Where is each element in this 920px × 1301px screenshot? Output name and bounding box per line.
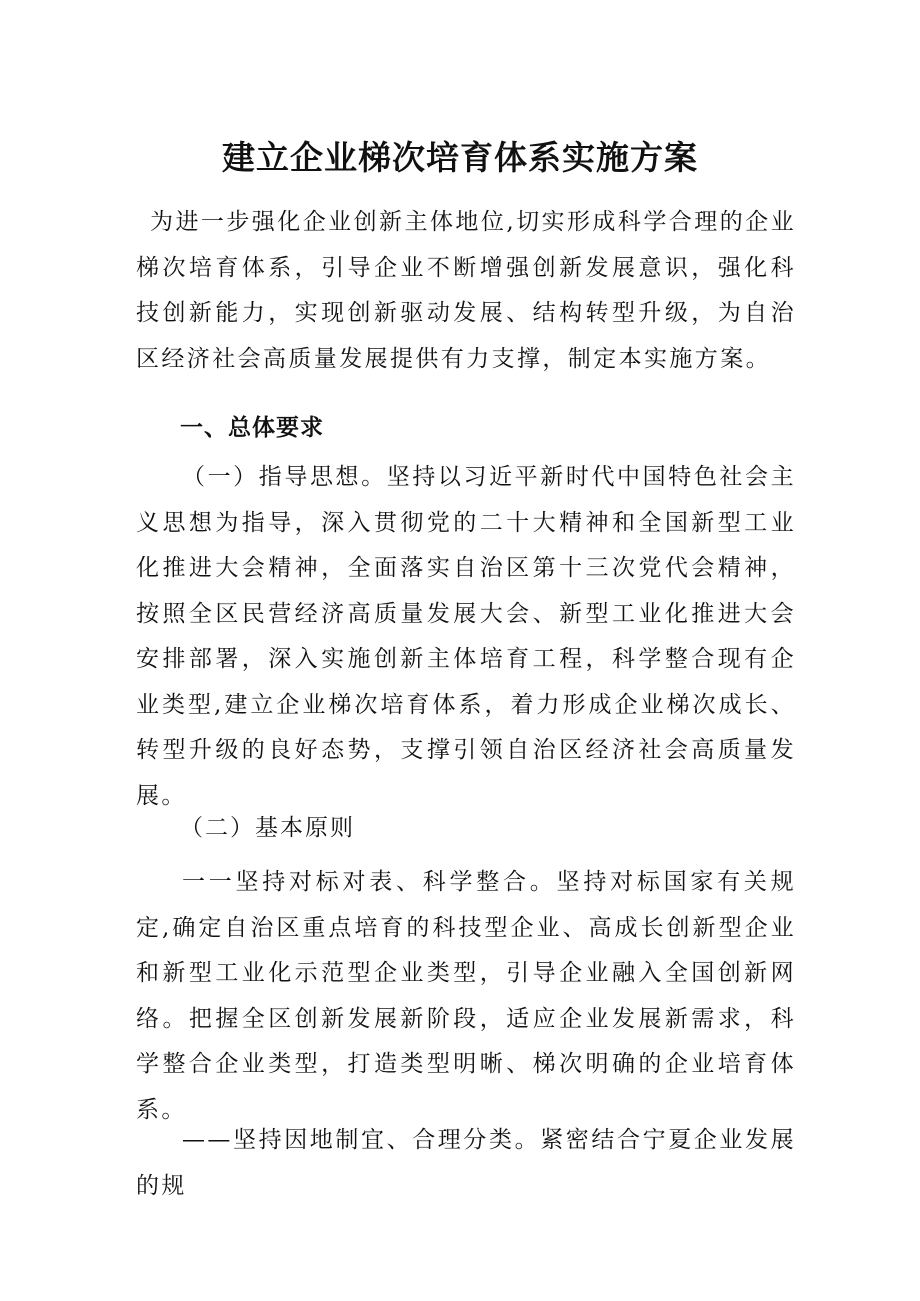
intro-paragraph: 为进一步强化企业创新主体地位,切实形成科学合理的企业梯次培育体系，引导企业不断增强创新发展意识，强化科技创新能力，实现创新驱动发展、结构转型升级，为自治区经济社会高质量发展提供有力支撑，制定本实施方案。 <box>136 209 796 372</box>
principle-paragraph-benchmarking: 一一坚持对标对表、科学整合。坚持对标国家有关规定,确定自治区重点培育的科技型企业、高成长创新型企业和新型工业化示范型企业类型，引导企业融入全国创新网络。把握全区创新发展新阶段，适应企业发展新需求，科学整合企业类型，打造类型明晰、梯次明确的企业培育体系。 <box>136 869 796 1123</box>
guiding-thought-paragraph: （一）指导思想。坚持以习近平新时代中国特色社会主义思想为指导，深入贯彻党的二十大精神和全国新型工业化推进大会精神，全面落实自治区第十三次党代会精神，按照全区民营经济高质量发展大会、新型工业化推进大会安排部署，深入实施创新主体培育工程，科学整合现有企业类型,建立企业梯次培育体系，着力形成企业梯次成长、转型升级的良好态势，支撑引领自治区经济社会高质量发展。 <box>136 464 796 809</box>
document-title: 建立企业梯次培育体系实施方案 <box>222 138 698 177</box>
section-heading-general-requirements: 一、总体要求 <box>180 415 324 441</box>
subheading-basic-principles: （二）基本原则 <box>180 815 355 841</box>
principle-paragraph-local-conditions: ——坚持因地制宜、合理分类。紧密结合宁夏企业发展的规 <box>136 1127 796 1199</box>
